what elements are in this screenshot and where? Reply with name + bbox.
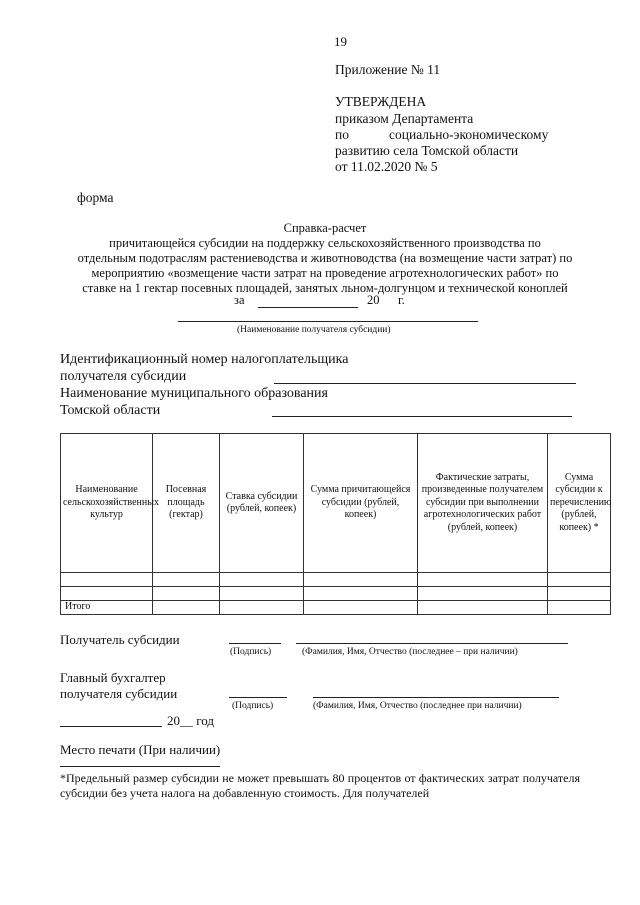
period-year-prefix: 20 bbox=[367, 293, 380, 307]
doc-subtitle-2: отдельным подотраслям растениеводства и животноводства (на возмещение части затрат) по bbox=[77, 251, 573, 265]
inn-label-1: Идентификационный номер налогоплательщика bbox=[60, 352, 349, 367]
footnote: *Предельный размер субсидии не может превышать 80 процентов от фактических затрат получателя субсидии без учета налога на добавленную стоимость. Для получателей bbox=[60, 771, 580, 800]
approval-line-2a: по bbox=[335, 127, 349, 142]
doc-title: Справка-расчет bbox=[283, 221, 367, 235]
page-number: 19 bbox=[334, 34, 347, 49]
table-row bbox=[61, 573, 611, 587]
approval-line-4: от 11.02.2020 № 5 bbox=[335, 159, 438, 174]
table-header-row bbox=[61, 434, 611, 573]
inn-line bbox=[274, 383, 576, 384]
date-year: 20__ год bbox=[167, 713, 214, 728]
accountant-fio-caption: (Фамилия, Имя, Отчество (последнее при наличии) bbox=[313, 701, 522, 711]
approval-line-1: приказом Департамента bbox=[335, 111, 474, 126]
recipient-caption: (Наименование получателя субсидии) bbox=[237, 325, 391, 335]
header-area: Посевная площадь (гектар) bbox=[153, 434, 220, 573]
header-due-subsidy: Сумма причитающейся субсидии (рублей, копеек) bbox=[304, 434, 418, 573]
period-blank bbox=[258, 307, 358, 308]
form-label: форма bbox=[77, 190, 114, 205]
doc-subtitle-4: ставке на 1 гектар посевных площадей, занятых льном-долгунцом и технической коноплей bbox=[82, 281, 568, 295]
table-row bbox=[61, 587, 611, 601]
total-label: Итого bbox=[61, 601, 153, 615]
header-actual-costs: Фактические затраты, произведенные получателем субсидии при выполнении агротехнологических работ (рублей, копеек) bbox=[418, 434, 548, 573]
accountant-label-2: получателя субсидии bbox=[60, 686, 178, 701]
period-prefix: за bbox=[234, 293, 245, 307]
signature-caption: (Подпись) bbox=[230, 647, 272, 657]
recipient-signature-label: Получатель субсидии bbox=[60, 632, 180, 647]
doc-subtitle-1: причитающейся субсидии на поддержку сельскохозяйственного производства по bbox=[109, 236, 541, 250]
doc-subtitle-3: мероприятию «возмещение части затрат на проведение агротехнологических работ» по bbox=[91, 266, 559, 280]
header-rate: Ставка субсидии (рублей, копеек) bbox=[220, 434, 304, 573]
recipient-signature-line bbox=[229, 643, 281, 644]
table-total-row bbox=[61, 601, 611, 615]
accountant-signature-caption: (Подпись) bbox=[232, 701, 274, 711]
municipality-line bbox=[272, 416, 572, 417]
inn-label-2: получателя субсидии bbox=[60, 369, 187, 384]
header-transfer-amount: Сумма субсидии к перечислению (рублей, копеек) * bbox=[548, 434, 611, 573]
approval-title: УТВЕРЖДЕНА bbox=[335, 94, 427, 109]
municipality-label-2: Томской области bbox=[60, 403, 161, 418]
period-year-suffix: г. bbox=[398, 293, 405, 307]
header-crops: Наименование сельскохозяйственных культур bbox=[61, 434, 153, 573]
fio-caption: (Фамилия, Имя, Отчество (последнее – при наличии) bbox=[302, 647, 518, 657]
accountant-signature-line bbox=[229, 697, 287, 698]
municipality-label-1: Наименование муниципального образования bbox=[60, 386, 328, 401]
recipient-name-line bbox=[178, 321, 478, 322]
subsidy-table bbox=[60, 433, 611, 615]
accountant-fio-line bbox=[313, 697, 559, 698]
accountant-label-1: Главный бухгалтер bbox=[60, 670, 166, 685]
approval-line-3: развитию села Томской области bbox=[335, 143, 519, 158]
appendix-label: Приложение № 11 bbox=[335, 62, 441, 77]
stamp-label: Место печати (При наличии) bbox=[60, 742, 221, 757]
footnote-separator bbox=[60, 766, 220, 767]
recipient-fio-line bbox=[296, 643, 568, 644]
approval-line-2b: социально-экономическому bbox=[389, 127, 549, 142]
date-line bbox=[60, 726, 162, 727]
